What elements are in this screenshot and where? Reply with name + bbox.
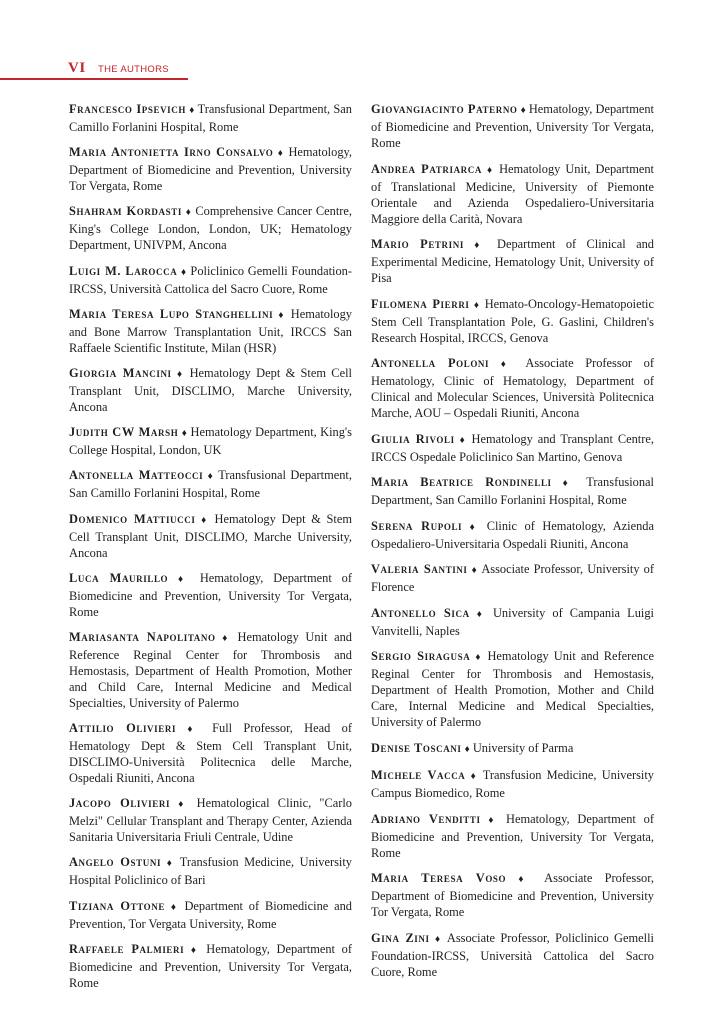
author-name: Attilio Olivieri: [69, 721, 177, 736]
author-affiliation: Hematology and Bone Marrow Transplantation Unit, IRCCS San Raffaele Scientific Institute, Milan (HSR): [69, 306, 353, 355]
author-entry: [69, 144, 352, 194]
author-affiliation: Comprehensive Cancer Centre, King's College London, London, UK; Hematology Department, UNIVPM, Ancona: [69, 204, 352, 253]
author-affiliation: Hematological Clinic, "Carlo Melzi" Cellular Transplant and Therapy Center, Azienda Sanitaria Universitaria Friuli Centrale, Udine: [69, 796, 352, 845]
author-name: Luca Maurillo: [69, 570, 169, 585]
author-affiliation: Associate Professor, Policlinico Gemelli Foundation-IRCSS, Università Cattolica del Sacro Cuore, Rome: [371, 930, 654, 979]
author-affiliation: Hematology, Department of Biomedicine and Prevention, University Tor Vergata, Rome: [69, 570, 352, 619]
author-name: Giovangiacinto Paterno: [371, 102, 518, 116]
diamond-separator-icon: ♦: [518, 874, 533, 885]
author-entry: [371, 605, 654, 639]
author-name: Antonella Poloni: [371, 356, 490, 370]
author-entry: [371, 296, 654, 346]
author-entry: [371, 161, 654, 227]
diamond-separator-icon: ♦: [277, 148, 285, 160]
author-entry: [69, 101, 352, 135]
author-name: Maria Antonietta Irno Consalvo: [69, 145, 274, 160]
diamond-separator-icon: ♦: [459, 434, 467, 446]
diamond-separator-icon: ♦: [187, 724, 201, 736]
author-affiliation: Associate Professor, University of Florence: [371, 562, 655, 594]
author-entry: [371, 930, 654, 980]
right-author-column: [371, 101, 654, 989]
author-affiliation: Transfusional Department, San Camillo Forlanini Hospital, Rome: [69, 468, 352, 501]
author-name: Luigi M. Larocca: [69, 263, 178, 278]
diamond-separator-icon: ♦: [178, 573, 190, 585]
diamond-separator-icon: ♦: [176, 368, 185, 380]
author-entry: [69, 629, 352, 711]
author-affiliation: Hematology, Department of Biomedicine and Prevention, University Tor Vergata, Rome: [69, 941, 352, 990]
diamond-separator-icon: ♦: [201, 514, 209, 526]
author-name: Antonello Sica: [371, 605, 470, 620]
author-affiliation: Hematology Unit and Reference Reginal Center for Thrombosis and Hemostasis, Department of Health Promotion, Mother and Child Care, Internal Medicine and Medical Specialties, University of Palermo: [371, 649, 654, 729]
author-entry: [371, 767, 654, 801]
author-entry: [69, 898, 352, 932]
diamond-separator-icon: ♦: [475, 652, 483, 663]
author-affiliation: Hematology Dept & Stem Cell Transplant Unit, DISCLIMO, Marche University, Ancona: [69, 365, 352, 414]
author-name: Mariasanta Napolitano: [69, 629, 216, 644]
author-name: Maria Teresa Lupo Stanghellini: [69, 306, 274, 321]
author-name: Mario Petrini: [371, 237, 464, 251]
diamond-separator-icon: ♦: [520, 105, 526, 116]
author-entry: [69, 365, 352, 415]
author-name: Serena Rupoli: [371, 518, 463, 533]
author-name: Angelo Ostuni: [69, 855, 162, 870]
author-entry: [69, 720, 352, 786]
author-name: Judith CW Marsh: [69, 425, 179, 440]
diamond-separator-icon: ♦: [464, 743, 470, 755]
diamond-separator-icon: ♦: [185, 207, 192, 219]
author-entry: [69, 570, 352, 620]
diamond-separator-icon: ♦: [166, 858, 175, 870]
author-affiliation: Hematology and Transplant Centre, IRCCS Ospedale Policlinico San Martino, Genova: [371, 431, 654, 464]
author-entry: [371, 474, 654, 508]
diamond-separator-icon: ♦: [181, 428, 188, 440]
diamond-separator-icon: ♦: [222, 632, 231, 644]
author-affiliation: Hematology Department, King's College Hospital, London, UK: [69, 425, 352, 458]
author-name: Jacopo Olivieri: [69, 796, 171, 811]
author-name: Adriano Venditti: [371, 811, 481, 826]
author-name: Maria Teresa Voso: [371, 871, 507, 885]
author-entry: [371, 236, 654, 286]
author-entry: [69, 203, 352, 253]
author-affiliation: Transfusional Department, San Camillo Forlanini Hospital, Rome: [69, 102, 352, 134]
author-affiliation: Transfusion Medicine, University Campus Biomedico, Rome: [371, 768, 655, 800]
author-name: Sergio Siragusa: [371, 649, 471, 663]
author-affiliation: Hematology, Department of Biomedicine and Prevention, University Tor Vergata, Rome: [371, 811, 654, 860]
diamond-separator-icon: ♦: [181, 266, 187, 278]
diamond-separator-icon: ♦: [189, 105, 195, 116]
author-affiliation: University of Campania Luigi Vanvitelli, Naples: [371, 605, 654, 638]
author-name: Francesco Ipsevich: [69, 102, 186, 116]
diamond-separator-icon: ♦: [487, 164, 495, 176]
author-name: Gina Zini: [371, 930, 430, 945]
author-name: Giorgia Mancini: [69, 365, 172, 380]
author-name: Valeria Santini: [371, 562, 468, 576]
diamond-separator-icon: ♦: [278, 309, 286, 321]
author-entry: [69, 795, 352, 845]
running-head: THE AUTHORS: [98, 64, 169, 75]
author-entry: [371, 648, 654, 730]
author-entry: [69, 424, 352, 458]
author-entry: [371, 431, 654, 465]
author-affiliation: Hemato-Oncology-Hematopoietic Stem Cell Transplantation Pole, G. Gaslini, Children's Research Hospital, IRCCS, Genova: [371, 296, 654, 345]
left-author-column: [69, 101, 352, 1000]
author-entry: [69, 467, 352, 501]
diamond-separator-icon: ♦: [473, 299, 481, 311]
author-entry: [371, 101, 654, 151]
diamond-separator-icon: ♦: [500, 359, 515, 370]
author-affiliation: Department of Clinical and Experimental Medicine, Hematology Unit, University of Pisa: [371, 237, 654, 285]
diamond-separator-icon: ♦: [178, 799, 189, 811]
author-name: Shahram Kordasti: [69, 204, 182, 219]
author-name: Raffaele Palmieri: [69, 941, 185, 956]
diamond-separator-icon: ♦: [471, 565, 478, 576]
diamond-separator-icon: ♦: [476, 608, 486, 620]
diamond-separator-icon: ♦: [562, 478, 576, 489]
author-name: Antonella Matteocci: [69, 468, 204, 483]
page-number: VI: [68, 60, 86, 76]
author-entry: [371, 740, 654, 758]
diamond-separator-icon: ♦: [470, 771, 478, 782]
author-name: Maria Beatrice Rondinelli: [371, 475, 552, 489]
author-affiliation: Associate Professor of Hematology, Clinic of Hematology, Department of Clinical and Molecular Sciences, Università Politecnica Marche, AOU – Ospedali Riuniti, Ancona: [371, 356, 654, 420]
author-entry: [69, 854, 352, 888]
author-entry: [371, 355, 654, 421]
author-name: Andrea Patriarca: [371, 161, 482, 176]
author-entry: [69, 306, 352, 356]
author-name: Michele Vacca: [371, 768, 466, 782]
author-entry: [371, 870, 654, 920]
diamond-separator-icon: ♦: [434, 933, 443, 945]
diamond-separator-icon: ♦: [190, 944, 200, 956]
author-entry: [69, 511, 352, 561]
author-affiliation: Hematology Unit, Department of Translational Medicine, University of Piemonte Orientale and Azienda Ospedaliero-Universitaria Maggiore della Carità, Novara: [371, 161, 654, 226]
page-header: [0, 48, 188, 80]
author-affiliation: Hematology Unit and Reference Reginal Center for Thrombosis and Hemostasis, Department of Health Promotion, Mother and Child Care, Internal Medicine and Medical Specialties, University of Palermo: [69, 629, 352, 710]
author-entry: [69, 941, 352, 991]
author-affiliation: University of Parma: [472, 740, 574, 755]
author-affiliation: Transfusional Department, San Camillo Forlanini Hospital, Rome: [371, 475, 654, 507]
diamond-separator-icon: ♦: [207, 471, 215, 483]
author-name: Filomena Pierri: [371, 296, 470, 311]
author-affiliation: Hematology, Department of Biomedicine and Prevention, University Tor Vergata, Rome: [69, 145, 352, 194]
author-affiliation: Policlinico Gemelli Foundation-IRCSS, Università Cattolica del Sacro Cuore, Rome: [69, 263, 352, 296]
author-affiliation: Hematology Dept & Stem Cell Transplant Unit, DISCLIMO, Marche University, Ancona: [69, 511, 352, 560]
header-rule: [0, 78, 188, 80]
author-affiliation: Transfusion Medicine, University Hospital Policlinico of Bari: [69, 855, 352, 888]
author-name: Denise Toscani: [371, 740, 462, 755]
diamond-separator-icon: ♦: [170, 901, 179, 913]
author-entry: [371, 561, 654, 595]
diamond-separator-icon: ♦: [488, 814, 499, 826]
author-affiliation: Clinic of Hematology, Azienda Ospedaliero-Universitaria Ospedali Riuniti, Ancona: [371, 518, 654, 551]
author-name: Giulia Rivoli: [371, 431, 455, 446]
author-affiliation: Department of Biomedicine and Prevention, Tor Vergata University, Rome: [69, 898, 352, 931]
author-affiliation: Associate Professor, Department of Biomedicine and Prevention, University Tor Vergata, Rome: [371, 871, 654, 919]
author-name: Tiziana Ottone: [69, 898, 165, 913]
author-entry: [69, 263, 352, 297]
author-entry: [371, 518, 654, 552]
author-entry: [371, 811, 654, 861]
author-affiliation: Hematology, Department of Biomedicine and Prevention, University Tor Vergata, Rome: [371, 102, 654, 150]
author-name: Domenico Mattiucci: [69, 511, 196, 526]
diamond-separator-icon: ♦: [474, 240, 487, 251]
author-affiliation: Full Professor, Head of Hematology Dept & Stem Cell Transplant Unit, DISCLIMO-Università Politecnica delle Marche, Ospedali Riuniti, Ancona: [69, 721, 352, 786]
diamond-separator-icon: ♦: [469, 521, 480, 533]
